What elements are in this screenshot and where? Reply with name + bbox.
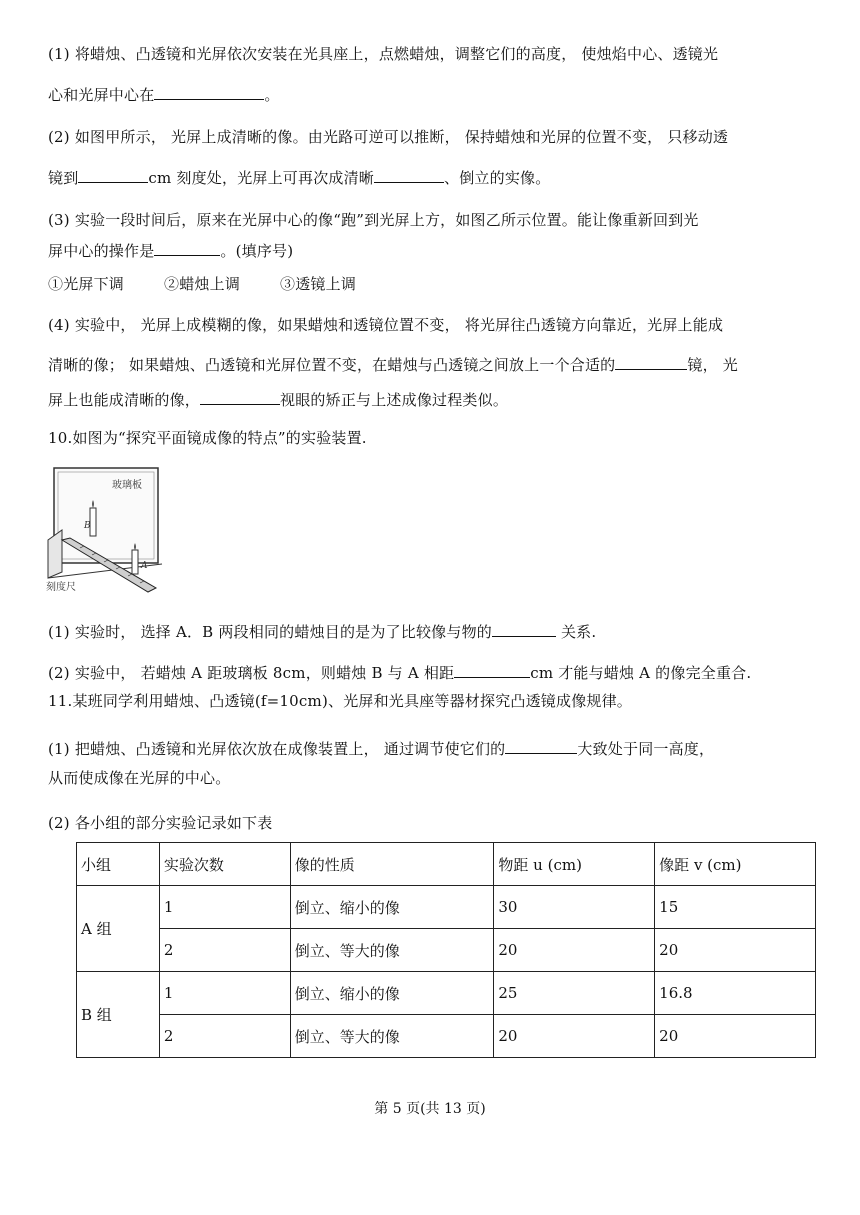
table-header-row	[77, 843, 816, 886]
table-cell: 1	[159, 972, 290, 1015]
table-row	[77, 972, 816, 1015]
table-cell: 倒立、缩小的像	[290, 886, 494, 929]
q9-part1-line1: (1) 将蜡烛、凸透镜和光屏依次安装在光具座上，点燃蜡烛，调整它们的高度， 使烛焰中心、透镜光	[48, 45, 719, 63]
q11-title: 11.某班同学利用蜡烛、凸透镜(f=10cm)、光屏和光具座等器材探究凸透镜成像规律。	[48, 692, 632, 710]
option-1: ①光屏下调	[48, 275, 125, 293]
q9-part3-line2: 屏中心的操作是 。(填序号)	[48, 242, 294, 260]
table-row	[77, 886, 816, 929]
table-cell: 25	[494, 972, 655, 1015]
table-cell: 2	[159, 929, 290, 972]
table-cell: 2	[159, 1015, 290, 1058]
experiment-record-table	[76, 842, 816, 1058]
table-row	[77, 929, 816, 972]
q9-part2-line1: (2) 如图甲所示， 光屏上成清晰的像。由光路可逆可以推断， 保持蜡烛和光屏的位置不变， 只移动透	[48, 128, 729, 146]
table-cell: 15	[655, 886, 816, 929]
option-3: ③透镜上调	[280, 275, 357, 293]
figure-label-a: A	[141, 561, 148, 571]
table-cell: 16.8	[655, 972, 816, 1015]
answer-blank[interactable]	[154, 241, 220, 256]
table-header-cell: 物距 u (cm)	[494, 843, 655, 886]
table-header-cell: 小组	[77, 843, 160, 886]
q9-part4-line1: (4) 实验中， 光屏上成模糊的像，如果蜡烛和透镜位置不变， 将光屏往凸透镜方向靠近，光屏上能成	[48, 316, 724, 334]
table-row	[77, 1015, 816, 1058]
table-header-cell: 实验次数	[159, 843, 290, 886]
group-name-cell: B 组	[77, 972, 160, 1058]
group-name-cell: A 组	[77, 886, 160, 972]
answer-blank[interactable]	[615, 355, 687, 370]
q10-part1: (1) 实验时， 选择 A．B 两段相同的蜡烛目的是为了比较像与物的 关系.	[48, 623, 597, 641]
option-2: ②蜡烛上调	[164, 275, 241, 293]
q9-part4-line3: 屏上也能成清晰的像， 视眼的矫正与上述成像过程类似。	[48, 391, 509, 409]
q9-part1-line2: 心和光屏中心在 。	[48, 86, 280, 104]
answer-blank[interactable]	[492, 622, 556, 637]
q10-title: 10.如图为“探究平面镜成像的特点”的实验装置.	[48, 429, 367, 447]
table-header-cell: 像的性质	[290, 843, 494, 886]
answer-blank[interactable]	[78, 168, 148, 183]
q9-part3-line1: (3) 实验一段时间后，原来在光屏中心的像“跑”到光屏上方，如图乙所示位置。能让像重新回到光	[48, 211, 699, 229]
answer-blank[interactable]	[505, 739, 577, 754]
table-cell: 30	[494, 886, 655, 929]
table-cell: 1	[159, 886, 290, 929]
figure-label-glass: 玻璃板	[112, 480, 142, 491]
answer-blank[interactable]	[454, 663, 530, 678]
figure-label-b: B	[84, 521, 91, 531]
page-footer: 第 5 页(共 13 页)	[374, 1101, 486, 1117]
q11-part2: (2) 各小组的部分实验记录如下表	[48, 814, 273, 832]
plane-mirror-apparatus-figure	[44, 460, 164, 595]
table-cell: 20	[494, 929, 655, 972]
q9-part3-options	[48, 273, 356, 295]
table-cell: 20	[494, 1015, 655, 1058]
q9-part4-line2: 清晰的像； 如果蜡烛、凸透镜和光屏位置不变，在蜡烛与凸透镜之间放上一个合适的 镜， 光	[48, 356, 738, 374]
table-cell: 倒立、缩小的像	[290, 972, 494, 1015]
table-cell: 20	[655, 929, 816, 972]
answer-blank[interactable]	[200, 390, 280, 405]
q11-part1-line1: (1) 把蜡烛、凸透镜和光屏依次放在成像装置上， 通过调节使它们的 大致处于同一高度，	[48, 740, 715, 758]
q11-part1-line2: 从而使成像在光屏的中心。	[48, 769, 231, 787]
table-cell: 20	[655, 1015, 816, 1058]
answer-blank[interactable]	[374, 168, 444, 183]
figure-label-ruler: 刻度尺	[46, 582, 76, 593]
table-cell: 倒立、等大的像	[290, 1015, 494, 1058]
table-header-cell: 像距 v (cm)	[655, 843, 816, 886]
q10-part2: (2) 实验中， 若蜡烛 A 距玻璃板 8cm，则蜡烛 B 与 A 相距 cm 才能与蜡烛 A 的像完全重合.	[48, 664, 752, 682]
q9-part2-line2: 镜到 cm 刻度处，光屏上可再次成清晰 、倒立的实像。	[48, 169, 551, 187]
table-cell: 倒立、等大的像	[290, 929, 494, 972]
answer-blank[interactable]	[154, 85, 264, 100]
